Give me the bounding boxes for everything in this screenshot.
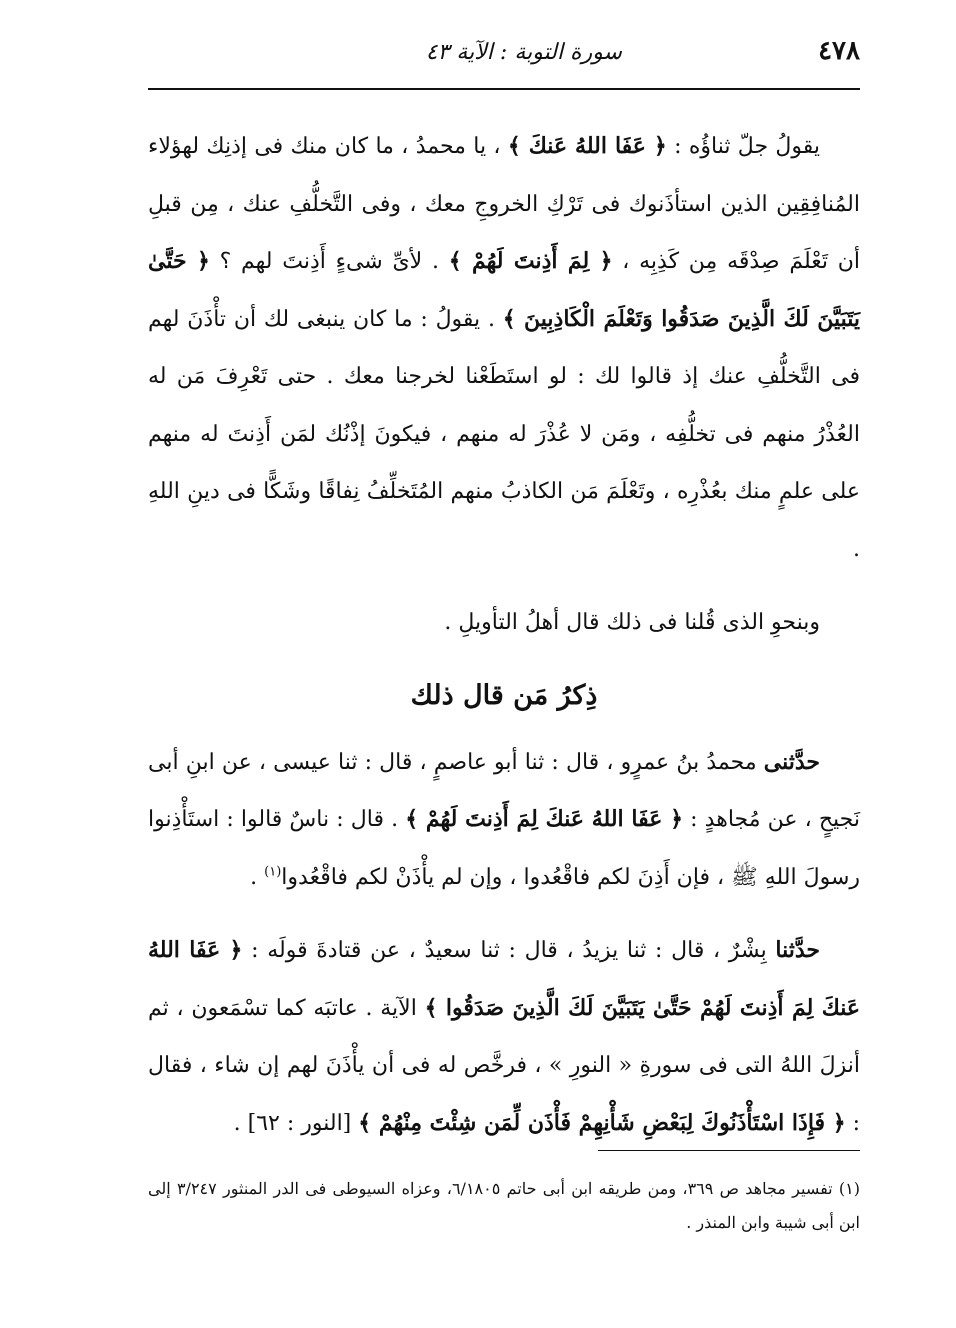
- quran-quote: ﴿ فَإِذَا اسْتَأْذَنُوكَ لِبَعْضِ شَأْنِهِمْ فَأْذَن لِّمَن شِئْتَ مِنْهُمْ ﴾: [358, 1109, 846, 1136]
- quran-quote: ﴿ حَتَّىٰ يَتَبَيَّنَ لَكَ الَّذِينَ صَدَقُوا وَتَعْلَمَ الْكَاذِبِينَ ﴾: [148, 248, 861, 332]
- text-run: . يقولُ : ما كان ينبغى لك أن تأْذَنَ لهم فى التَّخلُّفِ عنك إذ قالوا لك : لو استَطَعْنا لخرجنا معك . حتى تَعْرِفَ مَن له العُذْرُ منهم فى تخلُّفِه ، ومَن لا عُذْرَ له منهم ، فيكونَ إذْنُك لمَن أَذِنتَ له منهم على علمٍ منك بعُذْرِه ، وتَعْلَمَ مَن الكاذبُ منهم المُتَخلِّفُ نِفاقًا وشَكًّا فى دينِ اللهِ .: [148, 306, 860, 562]
- text-run: . قال : ناسٌ قالوا : استَأْذِنوا رسولَ اللهِ ﷺ ، فإن أَذِنَ لكم فاقْعُدوا ، وإن لم يأْذَنْ لكم فاقْعُدوا: [148, 807, 860, 890]
- footnote-ref[interactable]: (١): [264, 864, 282, 880]
- page-number: ٤٧٨: [818, 36, 860, 66]
- page-header: [148, 36, 860, 76]
- text-run: الآية . عاتبَه كما تسْمَعون ، ثم أنزلَ اللهُ التى فى سورةِ « النورِ » ، فرخَّص له فى أن يأْذَنَ لهم إن شاء ، فقال :: [148, 995, 860, 1136]
- quran-quote: ﴿ لِمَ أَذِنتَ لَهُمْ ﴾: [448, 248, 613, 274]
- quran-quote: ﴿ عَفَا اللهُ عَنكَ لِمَ أَذِنتَ لَهُمْ حَتَّىٰ يَتَبَيَّنَ لَكَ الَّذِينَ صَدَقُوا ﴾: [148, 937, 861, 1021]
- paragraph-hadith-qatada: [148, 922, 860, 1152]
- paragraph-transition: وبنحوِ الذى قُلنا فى ذلك قال أهلُ التأويلِ .: [444, 610, 820, 635]
- quran-quote: ﴿ عَفَا اللهُ عَنكَ ﴾: [507, 133, 667, 159]
- text-run: ، يا محمدُ ، ما كان منك فى إذنِك لهؤلاء المُنافِقِين الذين استأذَنوك فى تَرْكِ الخروجِ معك ، وفى التَّخلُّفِ عنك ، مِن قبلِ أن تَعْلَمَ صِدْقَه مِن كَذِبِه ،: [148, 134, 861, 274]
- footnote-1: (١) تفسير مجاهد ص ٣٦٩، ومن طريقه ابن أبى حاتم ٦/١٨٠٥، وعزاه السيوطى فى الدر المنثور ٣/٢٤٧ إلى ابن أبى شيبة وابن المنذر .: [148, 1179, 861, 1232]
- text-run: .: [250, 864, 265, 890]
- narration-lead: حدَّثنى: [763, 748, 820, 775]
- section-heading: ذِكرُ مَن قال ذلك: [410, 679, 598, 711]
- text-run: بِشْرٌ ، قال : ثنا يزيدُ ، قال : ثنا سعيدٌ ، عن قتادةَ قولَه :: [242, 938, 776, 963]
- text-run: [النور : ٦٢] .: [233, 1110, 359, 1136]
- footnotes: [148, 1172, 860, 1240]
- text-run: محمدُ بنُ عمرٍو ، قال : ثنا أبو عاصمٍ ، قال : ثنا عيسى ، عن ابنِ أبى نَجيحٍ ، عن مُجاهدٍ :: [148, 749, 860, 832]
- text-run: يقولُ جلّ ثناؤُه :: [666, 134, 820, 159]
- paragraph-tafsir: [148, 118, 860, 578]
- paragraph-hadith-mujahid: [148, 734, 860, 907]
- text-run: . لأىِّ شىءٍ أَذِنتَ لهم ؟: [209, 249, 449, 274]
- header-rule: [148, 88, 860, 90]
- running-title: سورة التوبة : الآية ٤٣: [425, 40, 622, 65]
- narration-lead: حدَّثنا: [775, 937, 820, 963]
- quran-quote: ﴿ عَفَا اللهُ عَنكَ لِمَ أَذِنتَ لَهُمْ ﴾: [405, 806, 684, 832]
- footnote-rule: [598, 1150, 860, 1151]
- main-text: [148, 118, 860, 1152]
